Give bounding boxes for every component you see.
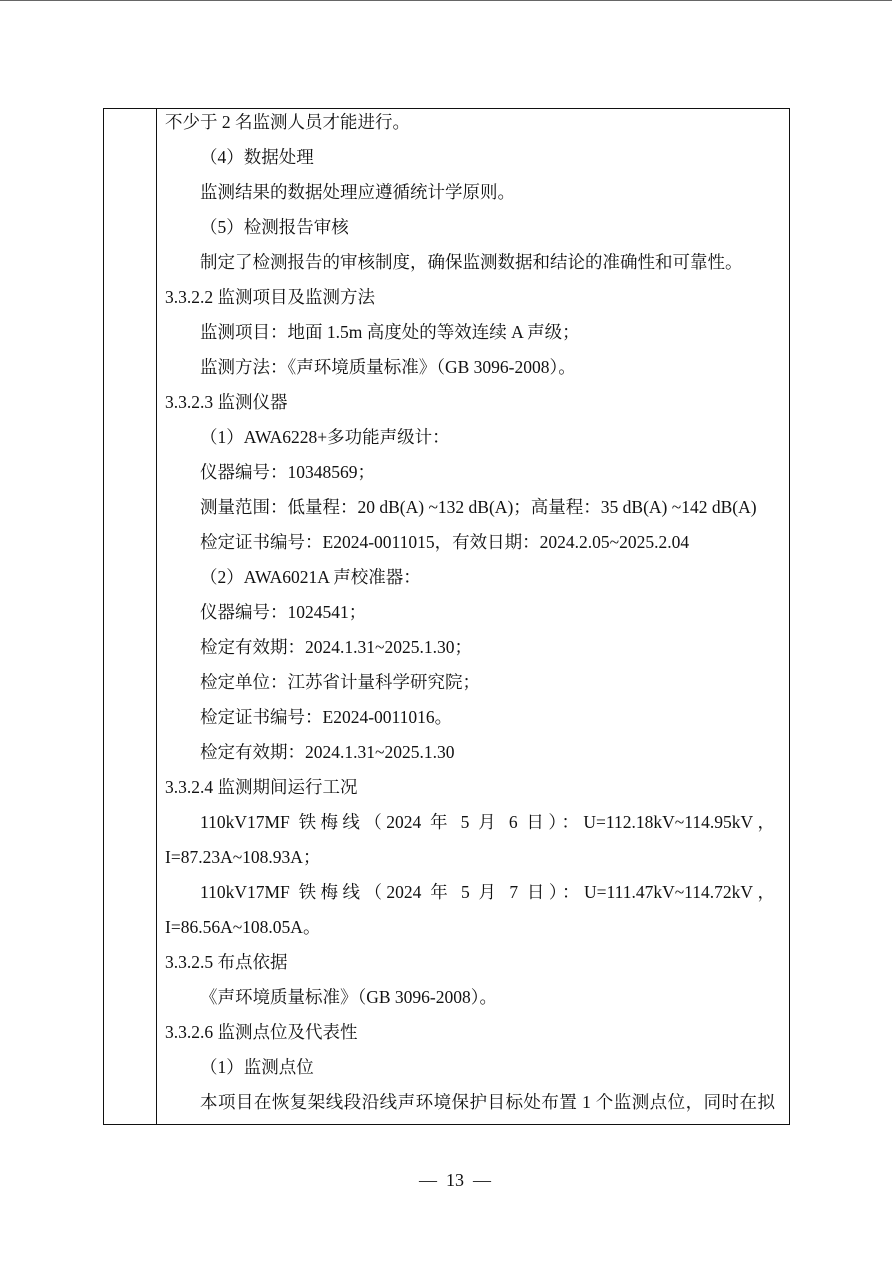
body-text-line: 监测项目：地面 1.5m 高度处的等效连续 A 声级； — [200, 322, 580, 342]
section-heading: 3.3.2.4 监测期间运行工况 — [165, 777, 358, 797]
body-text-line: 检定单位：江苏省计量科学研究院； — [200, 672, 480, 692]
body-text-line: 检定证书编号：E2024-0011016。 — [200, 707, 453, 727]
page-top-rule — [0, 0, 892, 1]
body-text-line: 110kV17MF 铁梅线（2024 年 5 月 6 日）：U=112.18kV~114.95kV， — [200, 812, 775, 832]
body-text-line: 《声环境质量标准》（GB 3096-2008）。 — [200, 987, 498, 1007]
subheading-line: （2）AWA6021A 声校准器： — [200, 567, 421, 587]
table-content-cell — [165, 105, 775, 1120]
section-heading: 3.3.2.6 监测点位及代表性 — [165, 1022, 358, 1042]
body-text-line: 检定有效期：2024.1.31~2025.1.30 — [200, 742, 455, 762]
body-text-line: 不少于 2 名监测人员才能进行。 — [165, 112, 410, 132]
body-text-line: 本项目在恢复架线段沿线声环境保护目标处布置 1 个监测点位，同时在拟 — [200, 1092, 775, 1112]
body-text-line: I=86.56A~108.05A。 — [165, 917, 321, 937]
body-text-line: 监测方法：《声环境质量标准》（GB 3096-2008）。 — [200, 357, 576, 377]
subheading-line: （1）监测点位 — [200, 1057, 314, 1077]
body-text-line: 110kV17MF 铁梅线（2024 年 5 月 7 日）：U=111.47kV~114.72kV， — [200, 882, 775, 902]
body-text-line: 检定有效期：2024.1.31~2025.1.30； — [200, 637, 472, 657]
body-text-line: 测量范围：低量程：20 dB(A) ~132 dB(A)；高量程：35 dB(A) ~142 dB(A) — [200, 497, 757, 517]
page-number: — 13 — — [419, 1170, 491, 1190]
table-left-cell — [104, 109, 157, 1124]
subheading-line: （4）数据处理 — [200, 147, 314, 167]
body-text-line: 仪器编号：10348569； — [200, 462, 375, 482]
body-text-line: 监测结果的数据处理应遵循统计学原则。 — [200, 182, 515, 202]
body-text-line: 制定了检测报告的审核制度，确保监测数据和结论的准确性和可靠性。 — [200, 252, 743, 272]
body-text-line: I=87.23A~108.93A； — [165, 847, 321, 867]
body-text-line: 仪器编号：1024541； — [200, 602, 367, 622]
subheading-line: （5）检测报告审核 — [200, 217, 349, 237]
subheading-line: （1）AWA6228+多功能声级计： — [200, 427, 450, 447]
section-heading: 3.3.2.2 监测项目及监测方法 — [165, 287, 375, 307]
body-text-line: 检定证书编号：E2024-0011015，有效日期：2024.2.05~2025.2.04 — [200, 532, 690, 552]
section-heading: 3.3.2.3 监测仪器 — [165, 392, 288, 412]
section-heading: 3.3.2.5 布点依据 — [165, 952, 288, 972]
